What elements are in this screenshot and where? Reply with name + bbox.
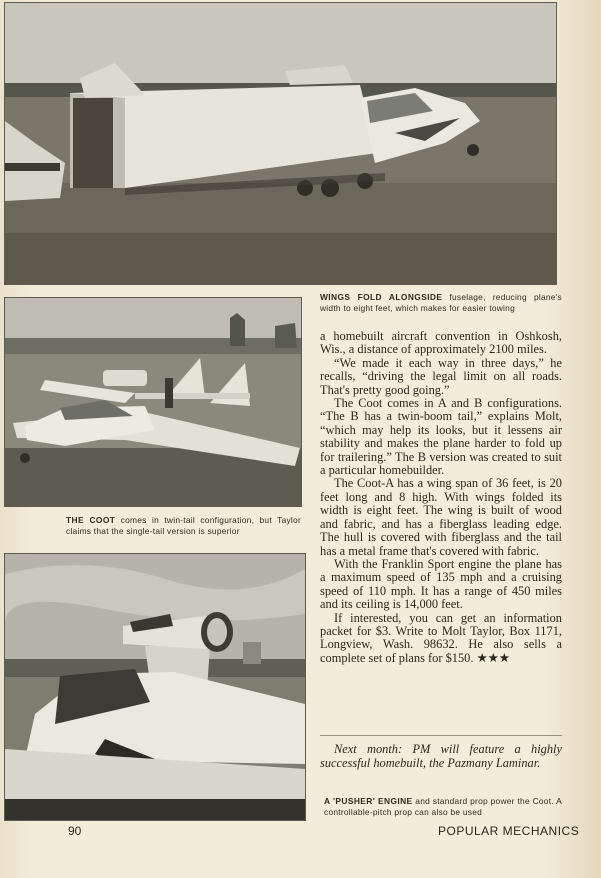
- caption-text: fuselage, reducing plane's width to eight feet, which makes for easier towing: [320, 292, 562, 313]
- page-number: 90: [68, 824, 82, 838]
- caption-lead: WINGS FOLD ALONGSIDE: [320, 292, 443, 302]
- article-paragraph: The Coot-A has a wing span of 36 feet, is 20 feet long and 8 high. With wings folded its width is eight feet. The wing is built of wood and fabric, and has a fiberglass leading edge. The hull is covered with fiberglass and the tail has a metal frame that's covered with fabric.: [320, 476, 562, 558]
- divider-rule: [320, 735, 562, 736]
- photo-folded-wings: [4, 2, 557, 285]
- photo-pusher-engine: [4, 553, 306, 821]
- article-paragraph: If interested, you can get an information packet for $3. Write to Molt Taylor, Box 1171, Longview, Wash. 98632. He also sells a complete set of plans for $150. ★★★: [320, 610, 562, 665]
- caption-folded-wings: [320, 292, 562, 314]
- next-month-teaser: Next month: PM will feature a highly successful homebuilt, the Pazmany Laminar.: [320, 742, 562, 770]
- caption-lead: THE COOT: [66, 515, 116, 525]
- caption-text: and standard prop power the Coot. A controllable-pitch prop can also be used: [324, 796, 562, 817]
- article-paragraph: “We made it each way in three days,” he recalls, “driving the legal limit on all roads. That's pretty good going.”: [320, 355, 562, 397]
- caption-pusher-engine: [324, 796, 562, 818]
- caption-twin-tail: [66, 515, 301, 537]
- caption-lead: A 'PUSHER' ENGINE: [324, 796, 413, 806]
- article-paragraph: With the Franklin Sport engine the plane has a maximum speed of 135 mph and a cruising speed of 110 mph. It has a range of 450 miles and its ceiling is 14,000 feet.: [320, 556, 562, 612]
- article-paragraph: The Coot comes in A and B configurations. “The B has a twin-boom tail,” explains Molt, “which may help its looks, but it lessens air stability and makes the plane harder to fold up for trailering.” The B version was created to suit a particular homebuilder.: [320, 396, 562, 478]
- photo-twin-tail-coot: [4, 297, 302, 507]
- caption-text: comes in twin-tail configuration, but Taylor claims that the single-tail version is superior: [66, 515, 301, 536]
- article-paragraph: a homebuilt aircraft convention in Oshkosh, Wis., a distance of approximately 2100 miles.: [320, 329, 562, 357]
- article-body: [320, 330, 562, 665]
- magazine-name: POPULAR MECHANICS: [438, 824, 580, 838]
